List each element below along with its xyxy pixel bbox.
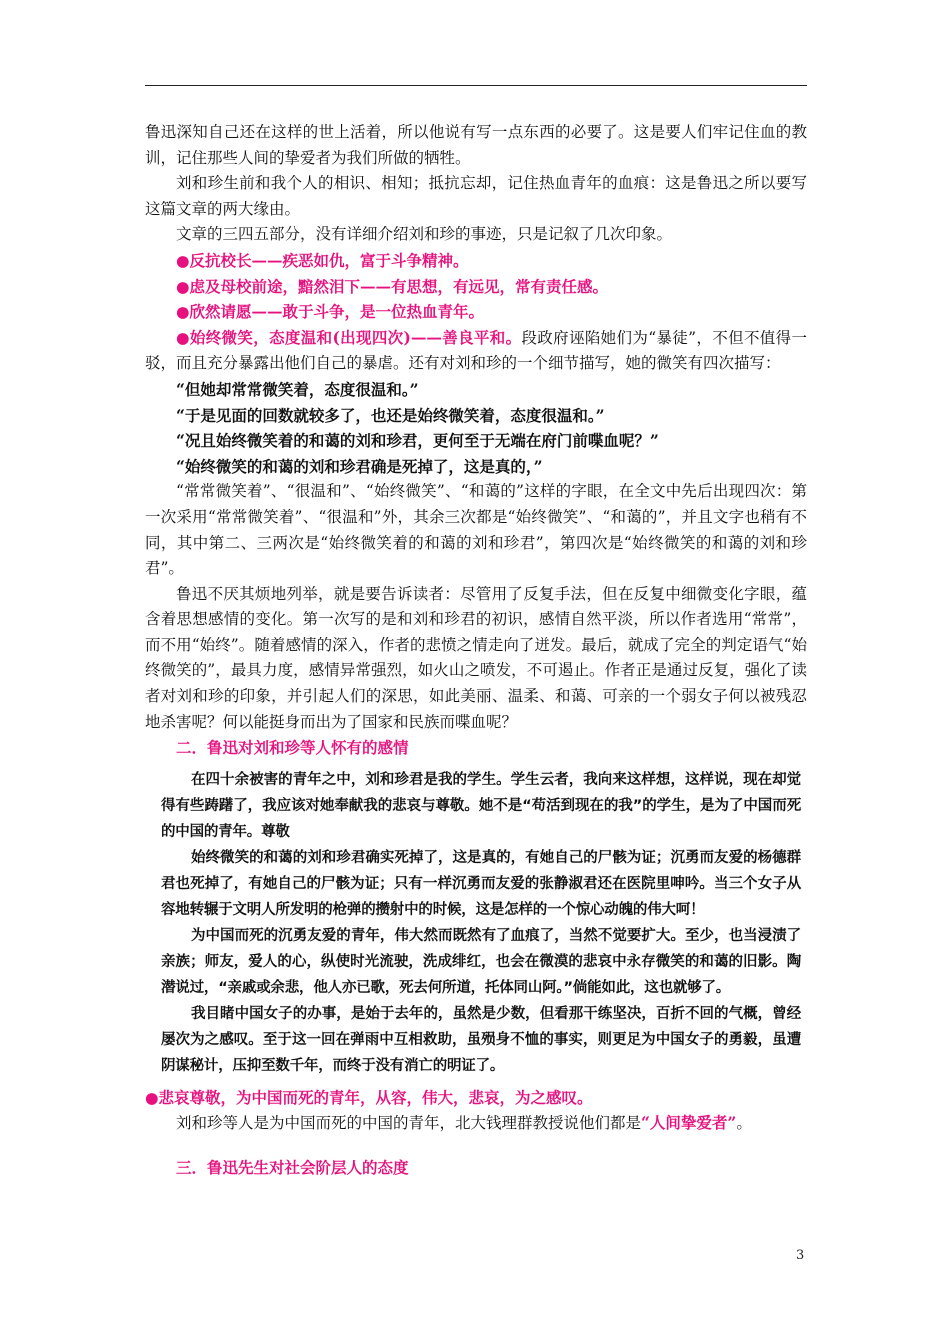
paragraph: 刘和珍生前和我个人的相识、相知；抵抗忘却，记住热血青年的血痕：这是鲁迅之所以要写这篇文章的两大缘由。 (145, 174, 807, 218)
quote: “于是见面的回数就较多了，也还是始终微笑着，态度很温和。” (176, 405, 605, 425)
paragraph-text: 段政府诬陷她们为“暴徒”，不但不值得一驳，而且充分暴露出他们自己的暴虐。还有对刘和珍的一个细节描写，她的微笑有四次描写： (145, 328, 807, 373)
bullet-point: ●悲哀尊敬，为中国而死的青年，从容，伟大，悲哀，为之感叹。 (145, 1087, 593, 1107)
section-heading: 二．鲁迅对刘和珍等人怀有的感情 (176, 738, 409, 758)
bullet-point: ●反抗校长——疾恶如仇，富于斗争精神。 (176, 250, 469, 270)
quote: “始终微笑的和蔼的刘和珍君确是死掉了，这是真的，” (176, 456, 543, 476)
section-heading: 三．鲁迅先生对社会阶层人的态度 (176, 1158, 409, 1178)
paragraph: 鲁迅不厌其烦地列举，就是要告诉读者：尽管用了反复手法，但在反复中细微变化字眼，蕴含着思想感情的变化。第一次写的是和刘和珍君的初识，感情自然平淡，所以作者选用“常常”，而不用“始终”。随着感情的深入，作者的悲愤之情走向了迸发。最后，就成了完全的判定语气“始终微笑的”，最具力度，感情异常强烈，如火山之喷发，不可遏止。作者正是通过反复，强化了读者对刘和珍的印象，并引起人们的深思，如此美丽、温柔、和蔼、可亲的一个弱女子何以被残忍地杀害呢？何以能挺身而出为了国家和民族而喋血呢？ (145, 584, 807, 731)
bullet-point: ●始终微笑，态度温和(出现四次)——善良平和。 (176, 327, 522, 347)
paragraph: 文章的三四五部分，没有详细介绍刘和珍的事迹，只是记叙了几次印象。 (176, 225, 673, 244)
excerpt-paragraph: 在四十余被害的青年之中，刘和珍君是我的学生。学生云者，我向来这样想，这样说，现在却觉得有些踌躇了，我应该对她奉献我的悲哀与尊敬。她不是“苟活到现在的我”的学生，是为了中国而死的中国的青年。尊敬 (161, 771, 801, 840)
paragraph-text: 刘和珍等人是为中国而死的中国的青年，北大钱理群教授说他们都是 (176, 1114, 642, 1133)
highlight-term: “人间挚爱者” (641, 1113, 737, 1133)
paragraph (145, 1110, 807, 1137)
paragraph: 鲁迅深知自己还在这样的世上活着，所以他说有写一点东西的必要了。这是要人们牢记住血的教训，记住那些人间的挚爱者为我们所做的牺牲。 (145, 123, 807, 167)
bullet-paragraph (145, 325, 807, 377)
excerpt-paragraph: 我目睹中国女子的办事，是始于去年的，虽然是少数，但看那干练坚决，百折不回的气概，曾经屡次为之感叹。至于这一回在弹雨中互相救助，虽殒身不恤的事实，则更足为中国女子的勇毅，虽遭阴谋秘计，压抑至数千年，而终于没有消亡的明证了。 (161, 1005, 801, 1074)
quote: “况且始终微笑着的和蔼的刘和珍君，更何至于无端在府门前喋血呢？” (176, 431, 659, 451)
quote: “但她却常常微笑着，态度很温和。” (176, 379, 419, 399)
header-rule (145, 85, 807, 86)
document-body (145, 120, 807, 1181)
paragraph: “常常微笑着”、“很温和”、“始终微笑”、“和蔼的”这样的字眼，在全文中先后出现四次：第一次采用“常常微笑着”、“很温和”外，其余三次都是“始终微笑”、“和蔼的”，并且文字也稍有不同，其中第二、三两次是“始终微笑着的和蔼的刘和珍君”，第四次是“始终微笑的和蔼的刘和珍君”。 (145, 482, 807, 578)
excerpt-paragraph: 始终微笑的和蔼的刘和珍君确实死掉了，这是真的，有她自己的尸骸为证；沉勇而友爱的杨德群君也死掉了，有她自己的尸骸为证；只有一样沉勇而友爱的张静淑君还在医院里呻吟。当三个女子从容地转辗于文明人所发明的枪弹的攒射中的时候，这是怎样的一个惊心动魄的伟大呵！ (161, 849, 801, 918)
spacer (145, 1137, 807, 1155)
paragraph-text: 。 (736, 1114, 752, 1133)
page-number: 3 (796, 1248, 805, 1263)
bullet-point: ●欣然请愿——敢于斗争，是一位热血青年。 (176, 302, 485, 322)
bullet-point: ●虑及母校前途，黯然泪下——有思想，有远见，常有责任感。 (176, 276, 609, 296)
excerpt-image (161, 767, 801, 1079)
excerpt-paragraph: 为中国而死的沉勇友爱的青年，伟大然而既然有了血痕了，当然不觉要扩大。至少，也当浸渍了亲族；师友，爱人的心，纵使时光流驶，洗成绯红，也会在微漠的悲哀中永存微笑的和蔼的旧影。陶潜说过，“亲戚或余悲，他人亦已歌，死去何所道，托体同山阿。”倘能如此，这也就够了。 (161, 927, 801, 996)
